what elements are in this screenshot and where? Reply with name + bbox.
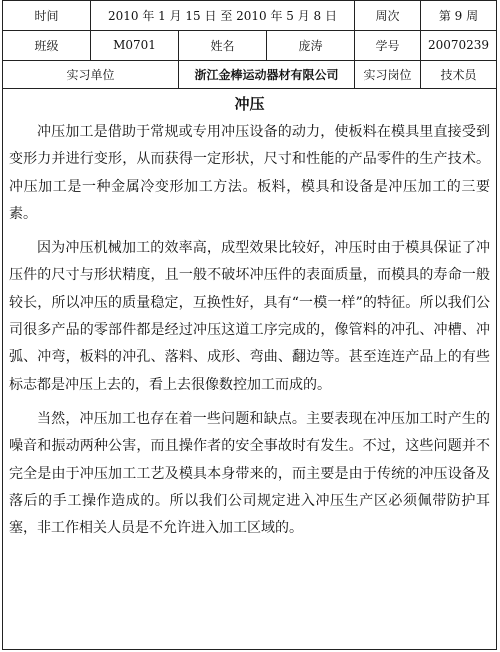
class-value: M0701 — [91, 30, 179, 60]
week-value: 第 9 周 — [438, 9, 479, 23]
time-label: 时间 — [3, 1, 91, 30]
paragraph: 冲压加工是借助于常规或专用冲压设备的动力，使板料在模具里直接受到变形力并进行变形，从而获得一定形状，尺寸和性能的产品零件的生产技术。冲压加工是一种金属冷变形加工方法。板料，模具和设备是冲压加工的三要素。 — [9, 124, 490, 222]
unit-value: 浙江金棒运动器材有限公司 — [179, 60, 355, 88]
header-row-student — [3, 30, 496, 61]
post-label: 实习岗位 — [355, 60, 421, 88]
id-value: 20070239 — [427, 38, 490, 52]
id-label: 学号 — [355, 30, 421, 60]
section-title: 冲压 — [234, 95, 265, 113]
name-label: 姓名 — [179, 30, 267, 60]
unit-label: 实习单位 — [3, 60, 179, 88]
paragraph: 因为冲压机械加工的效率高，成型效果比较好，冲压时由于模具保证了冲压件的尺寸与形状精度，且一般不破坏冲压件的表面质量，而模具的寿命一般较长，所以冲压的质量稳定，互换性好，具有“一模一样”的特征。所以我们公司很多产品的零部件都是经过冲压这道工序完成的，像管料的冲孔、冲槽、冲弧、冲弯，板料的冲孔、落料、成形、弯曲、翻边等。甚至连连产品上的有些标志都是冲压上去的，看上去很像数控加工而成的。 — [9, 240, 490, 393]
post-value: 技术员 — [440, 67, 477, 82]
report-sheet — [2, 0, 497, 650]
name-value: 庞涛 — [267, 30, 355, 60]
header-row-unit — [3, 60, 496, 89]
paragraph: 当然，冲压加工也存在着一些问题和缺点。主要表现在冲压加工时产生的噪音和振动两种公害，而且操作者的安全事故时有发生。不过，这些问题并不完全是由于冲压加工工艺及模具本身带来的，而主要是由于传统的冲压设备及落后的手工操作造成的。所以我们公司规定进入冲压生产区必须佩带防护耳塞，非工作相关人员是不允许进入加工区域的。 — [9, 410, 490, 537]
class-label: 班级 — [3, 30, 91, 60]
time-value: 2010 年 1 月 15 日 至 2010 年 5 月 8 日 — [91, 1, 355, 30]
body-text — [9, 119, 490, 549]
header-row-time — [3, 1, 496, 31]
week-label: 周次 — [355, 1, 421, 30]
